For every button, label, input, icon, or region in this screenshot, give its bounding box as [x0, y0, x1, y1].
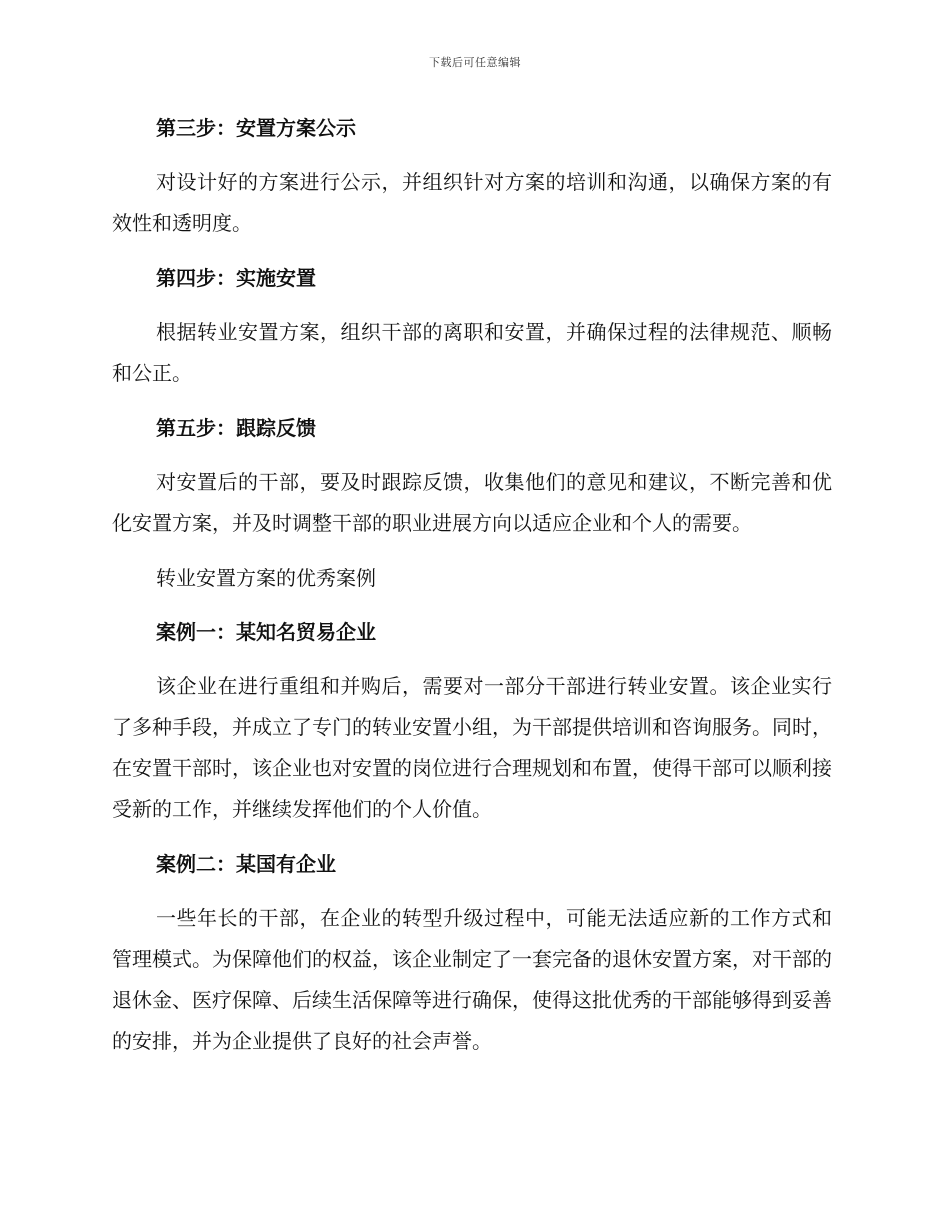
section-heading-step-four: 第四步：实施安置: [156, 266, 316, 290]
paragraph-step-four: 根据转业安置方案，组织干部的离职和安置，并确保过程的法律规范、顺畅和公正。: [112, 320, 832, 385]
section-heading-cases: 转业安置方案的优秀案例: [156, 566, 376, 590]
paragraph-step-three: 对设计好的方案进行公示，并组织针对方案的培训和沟通，以确保方案的有效性和透明度。: [112, 170, 832, 235]
paragraph-case-one: 该企业在进行重组和并购后，需要对一部分干部进行转业安置。该企业实行了多种手段，并成立了专门的转业安置小组，为干部提供培训和咨询服务。同时，在安置干部时，该企业也对安置的岗位进行合理规划和布置，使得干部可以顺利接受新的工作，并继续发挥他们的个人价值。: [112, 674, 832, 821]
document-body: [112, 108, 832, 1076]
section-heading-step-five: 第五步：跟踪反馈: [156, 416, 316, 440]
page-header: 下载后可任意编辑: [429, 56, 521, 69]
section-heading-case-two: 案例二：某国有企业: [156, 852, 336, 876]
paragraph-case-two: 一些年长的干部，在企业的转型升级过程中，可能无法适应新的工作方式和管理模式。为保障他们的权益，该企业制定了一套完备的退休安置方案，对干部的退休金、医疗保障、后续生活保障等进行确保，使得这批优秀的干部能够得到妥善的安排，并为企业提供了良好的社会声誉。: [112, 906, 832, 1053]
section-heading-case-one: 案例一：某知名贸易企业: [156, 620, 376, 644]
paragraph-step-five: 对安置后的干部，要及时跟踪反馈，收集他们的意见和建议，不断完善和优化安置方案，并及时调整干部的职业进展方向以适应企业和个人的需要。: [112, 470, 832, 535]
section-heading-step-three: 第三步：安置方案公示: [156, 116, 356, 140]
